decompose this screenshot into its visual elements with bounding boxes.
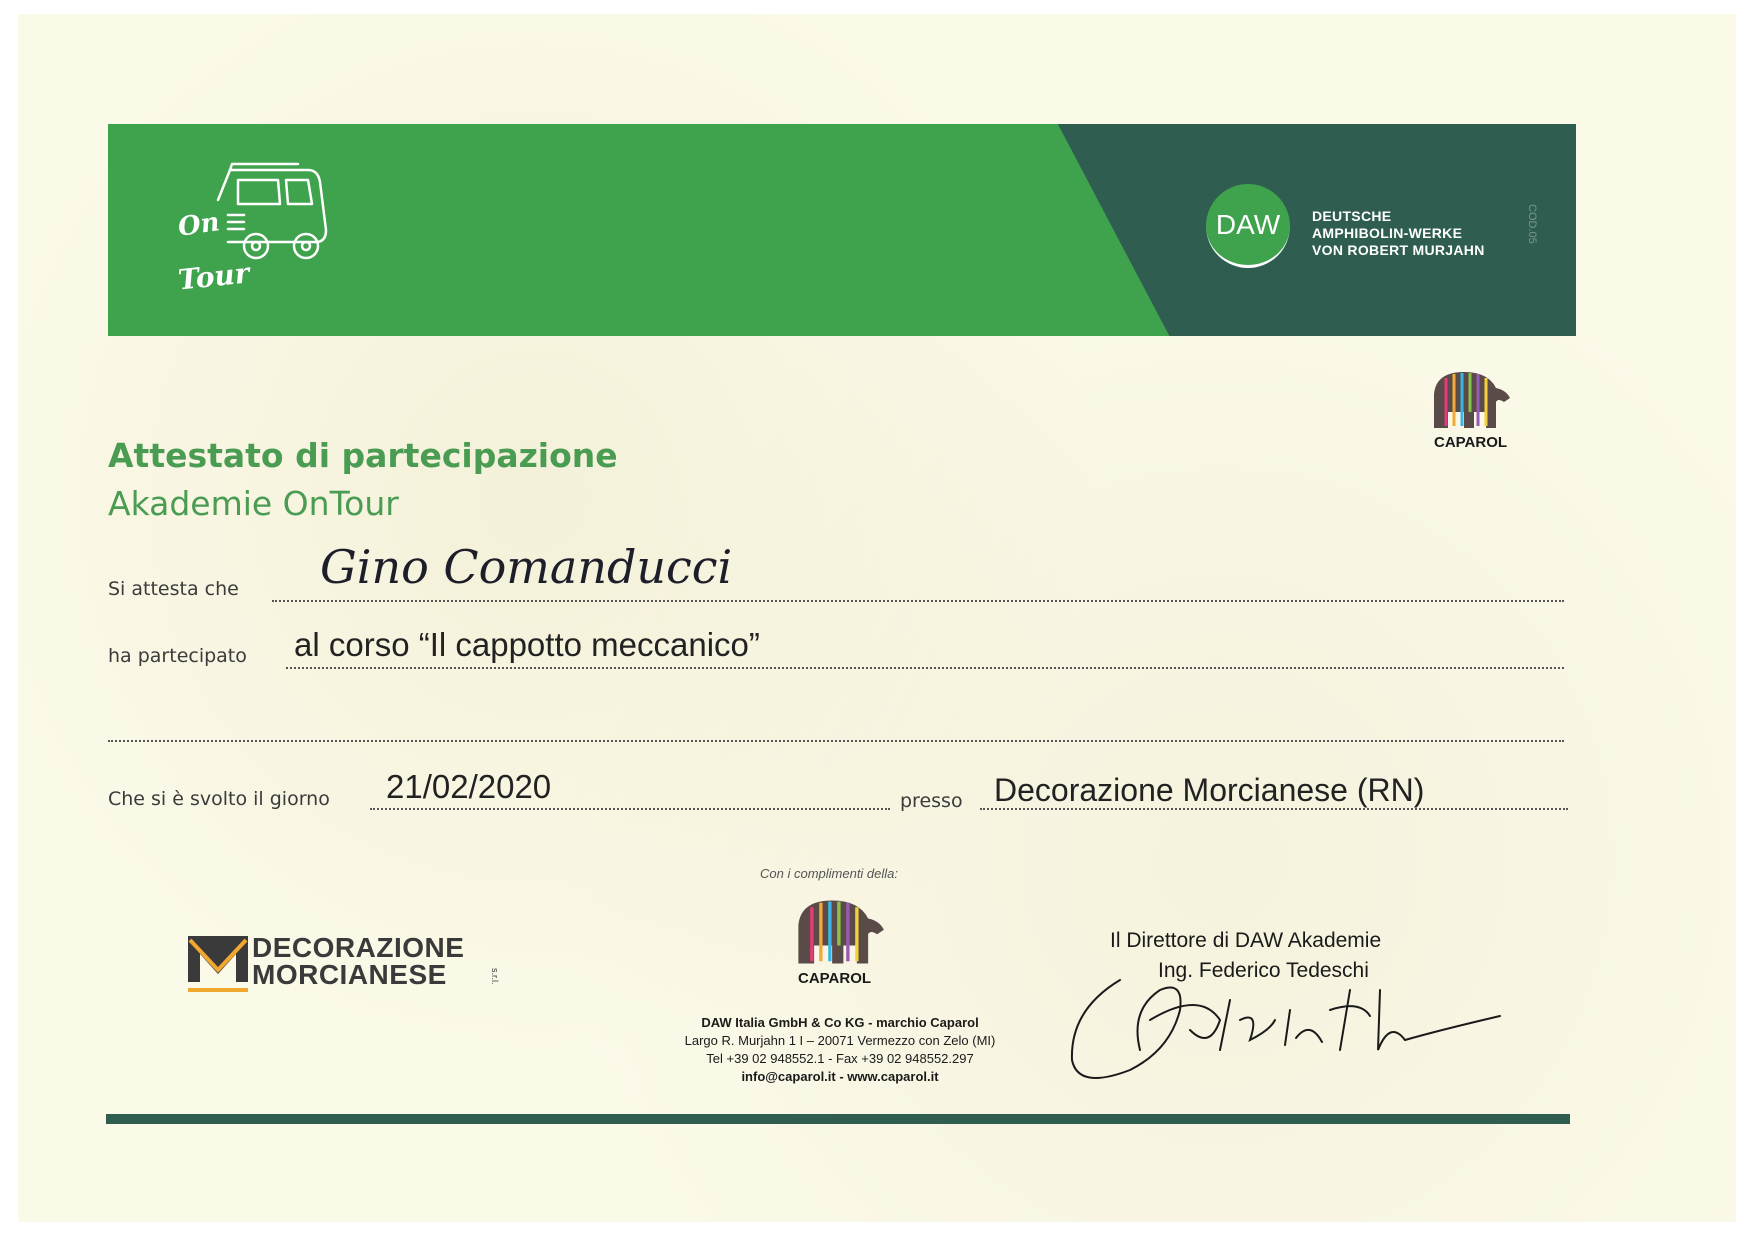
- daw-line-2: AMPHIBOLIN-WERKE: [1312, 225, 1463, 241]
- bottom-bar: [106, 1114, 1570, 1124]
- ontour-logo: [168, 160, 358, 304]
- event-place: Decorazione Morcianese (RN): [994, 772, 1425, 808]
- empty-dotted-line: [108, 740, 1564, 742]
- name-dotted-line: [272, 600, 1564, 602]
- decorazione-morcianese-logo: [186, 934, 250, 996]
- dm-mark-icon: [186, 934, 250, 992]
- director-title: Il Direttore di DAW Akademie: [1110, 929, 1382, 952]
- company-line-2: Largo R. Murjahn 1 I – 20071 Vermezzo con Zelo (MI): [684, 1033, 996, 1048]
- director-name: Ing. Federico Tedeschi: [1158, 959, 1369, 982]
- dm-line-1: DECORAZIONE: [252, 932, 465, 963]
- course-dotted-line: [286, 667, 1564, 669]
- certificate-subtitle: Akademie OnTour: [108, 484, 399, 523]
- caparol-top-label: CAPAROL: [1434, 434, 1508, 451]
- daw-line-1: DEUTSCHE: [1312, 208, 1392, 224]
- daw-line-3: VON ROBERT MURJAHN: [1312, 242, 1485, 258]
- document-code: COD.05: [1526, 204, 1538, 244]
- director-signature: [1060, 950, 1520, 1100]
- daw-logo: DAW: [1206, 184, 1290, 268]
- event-date: 21/02/2020: [386, 768, 552, 805]
- caparol-center-label: CAPAROL: [798, 970, 872, 987]
- caparol-logo-top: [1426, 368, 1516, 451]
- complimenti-text: Con i complimenti della:: [760, 866, 899, 881]
- company-line-4: info@caparol.it - www.caparol.it: [741, 1069, 939, 1084]
- header-banner: [108, 124, 1576, 336]
- ontour-tour-text: Tour: [176, 256, 251, 297]
- company-line-3: Tel +39 02 948552.1 - Fax +39 02 948552.297: [706, 1051, 974, 1066]
- caparol-logo-center: [788, 896, 892, 987]
- date-dotted-line: [370, 808, 890, 810]
- dm-line-2: MORCIANESE: [252, 959, 447, 990]
- elephant-icon: [788, 896, 892, 968]
- decorazione-morcianese-name: [252, 934, 464, 988]
- course-name: al corso “Il cappotto meccanico”: [294, 626, 760, 663]
- ontour-on-text: On: [176, 207, 222, 243]
- company-info: [660, 1014, 1020, 1086]
- place-label: presso: [900, 790, 963, 812]
- elephant-icon: [1426, 368, 1516, 432]
- certificate-title: Attestato di partecipazione: [108, 436, 618, 475]
- company-line-1: DAW Italia GmbH & Co KG - marchio Caparol: [701, 1015, 979, 1030]
- name-label: Si attesta che: [108, 578, 239, 600]
- dm-suffix: s.r.l.: [490, 968, 500, 985]
- participant-name: Gino Comanducci: [320, 540, 733, 594]
- course-label: ha partecipato: [108, 645, 247, 667]
- daw-company-name: [1312, 208, 1485, 259]
- date-label: Che si è svolto il giorno: [108, 788, 330, 810]
